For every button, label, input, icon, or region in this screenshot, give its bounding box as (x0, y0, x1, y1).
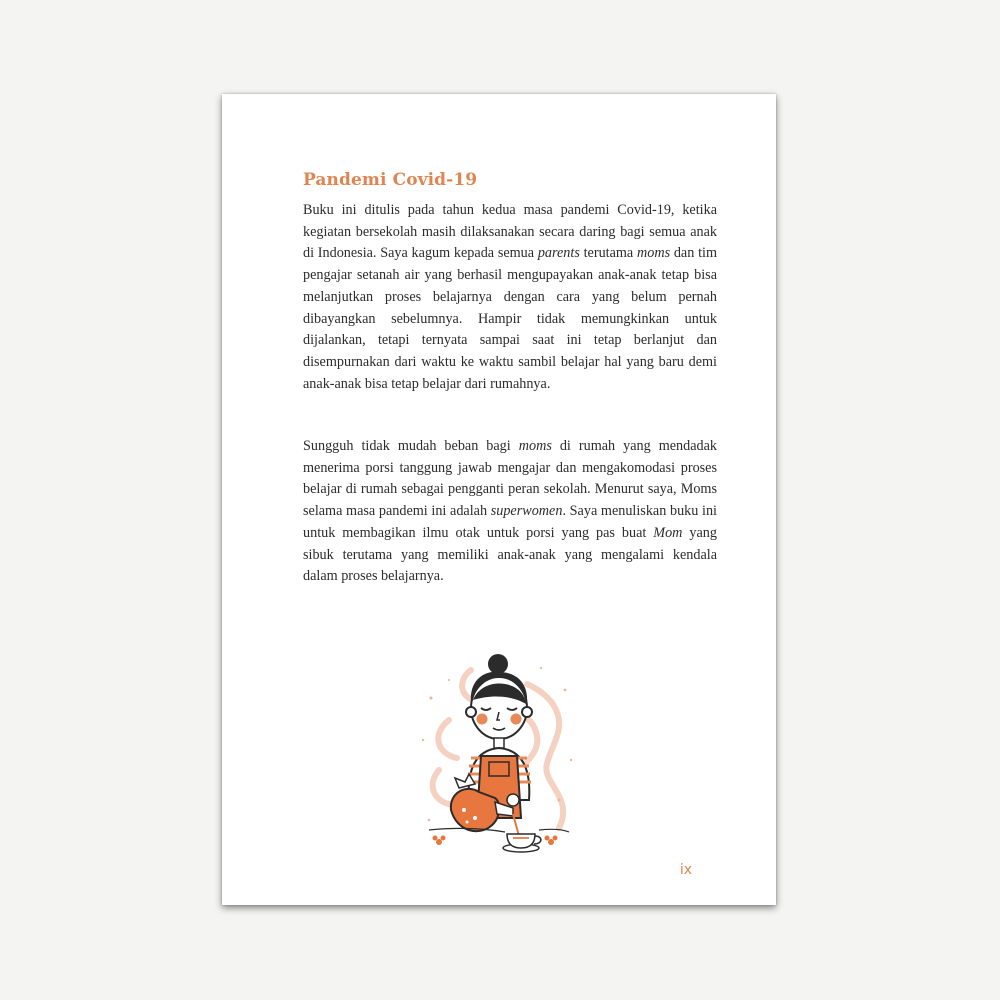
italic-text-run: superwomen (490, 503, 563, 520)
teacup-icon (503, 834, 541, 852)
page-title: Pandemi Covid-19 (303, 170, 478, 190)
text-run: Buku ini ditulis pada tahun kedua masa pandemi Covid-19, ketika kegiatan bersekolah masih dilaksanakan secara daring bagi semua anak di Indonesia. Saya kagum kepada semua (303, 202, 717, 262)
woman-pouring-tea-illustration (409, 650, 579, 860)
page-number: ix (679, 862, 692, 878)
italic-text-run: moms (518, 438, 552, 454)
text-run: yang sibuk terutama yang memiliki anak-anak yang mengalami kendala dalam proses belajarnya. (303, 524, 717, 585)
italic-text-run: parents (537, 245, 580, 262)
book-page (222, 94, 776, 905)
text-run: dan tim pengajar setanah air yang berhasil mengupayakan anak-anak tetap bisa melanjutkan proses belajarnya dengan cara yang belum pernah dibayangkan sebelumnya. Hampir tidak memungkinkan untuk dijalankan, tetapi ternyata sampai saat ini tetap berlanjut dan disempurnakan dari waktu ke waktu sambil belajar hal yang baru demi anak-anak bisa tetap belajar dari rumahnya. (303, 245, 717, 392)
text-run: Sungguh tidak mudah beban bagi (303, 438, 519, 454)
text-run: di rumah yang mendadak menerima porsi tanggung jawab mengajar dan mengakomodasi proses belajar di rumah sebagai pengganti peran sekolah. Menurut saya, Moms selama masa pandemi ini adalah (303, 438, 717, 520)
text-run: terutama (579, 245, 637, 262)
paragraph-2 (303, 436, 717, 588)
italic-text-run: Mom (653, 524, 683, 541)
italic-text-run: moms (636, 245, 671, 262)
hair-bun (488, 654, 508, 674)
text-run: . Saya menuliskan buku ini untuk membagikan ilmu otak untuk porsi yang pas buat (303, 503, 717, 541)
paragraph-1 (303, 200, 717, 395)
